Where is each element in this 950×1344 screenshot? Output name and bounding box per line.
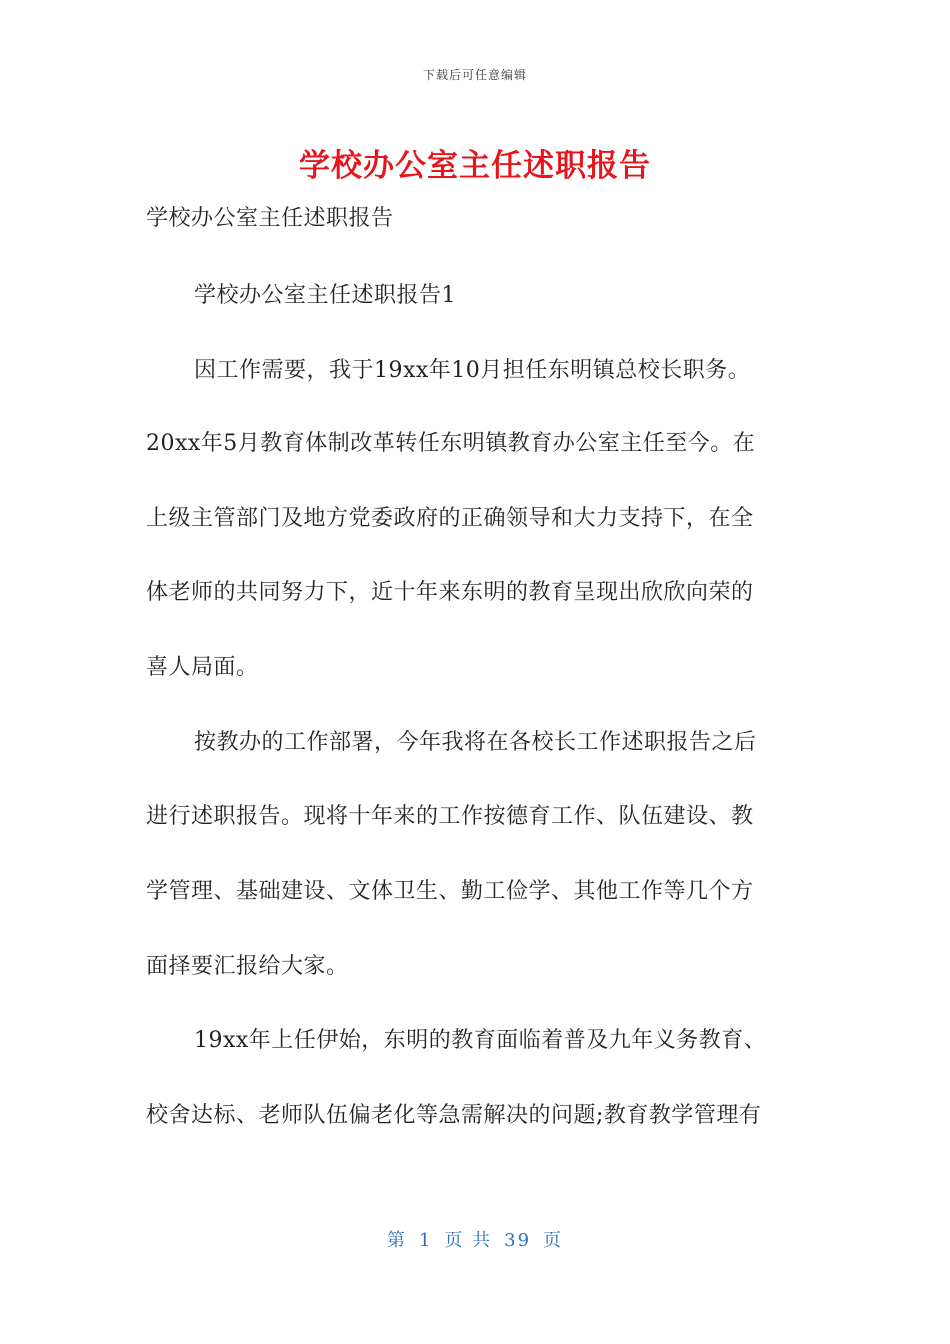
text-line: 20xx年5月教育体制改革转任东明镇教育办公室主任至今。在 bbox=[146, 431, 756, 456]
text-line: 学校办公室主任述职报告1 bbox=[194, 283, 456, 308]
header-note: 下载后可任意编辑 bbox=[422, 68, 527, 82]
footer-suffix: 页 bbox=[543, 1230, 564, 1251]
document-title: 学校办公室主任述职报告 bbox=[299, 148, 651, 184]
page-footer bbox=[0, 1226, 950, 1252]
text-line: 学管理、基础建设、文体卫生、勤工俭学、其他工作等几个方 bbox=[146, 879, 754, 904]
text-line: 进行述职报告。现将十年来的工作按德育工作、队伍建设、教 bbox=[146, 804, 754, 829]
footer-middle: 页 共 bbox=[444, 1230, 493, 1251]
text-line: 面择要汇报给大家。 bbox=[146, 954, 349, 979]
text-line: 19xx年上任伊始，东明的教育面临着普及九年义务教育、 bbox=[194, 1028, 767, 1053]
page-total: 39 bbox=[504, 1230, 532, 1251]
text-line: 因工作需要，我于19xx年10月担任东明镇总校长职务。 bbox=[194, 358, 751, 383]
text-line: 体老师的共同努力下，近十年来东明的教育呈现出欣欣向荣的 bbox=[146, 580, 754, 605]
text-line: 喜人局面。 bbox=[146, 655, 259, 680]
text-line: 上级主管部门及地方党委政府的正确领导和大力支持下，在全 bbox=[146, 506, 754, 531]
text-line: 按教办的工作部署，今年我将在各校长工作述职报告之后 bbox=[194, 730, 757, 755]
text-line: 学校办公室主任述职报告 bbox=[146, 206, 394, 231]
text-line: 校舍达标、老师队伍偏老化等急需解决的问题;教育教学管理有 bbox=[146, 1103, 762, 1128]
footer-prefix: 第 bbox=[386, 1230, 407, 1251]
page-number: 1 bbox=[418, 1230, 433, 1251]
